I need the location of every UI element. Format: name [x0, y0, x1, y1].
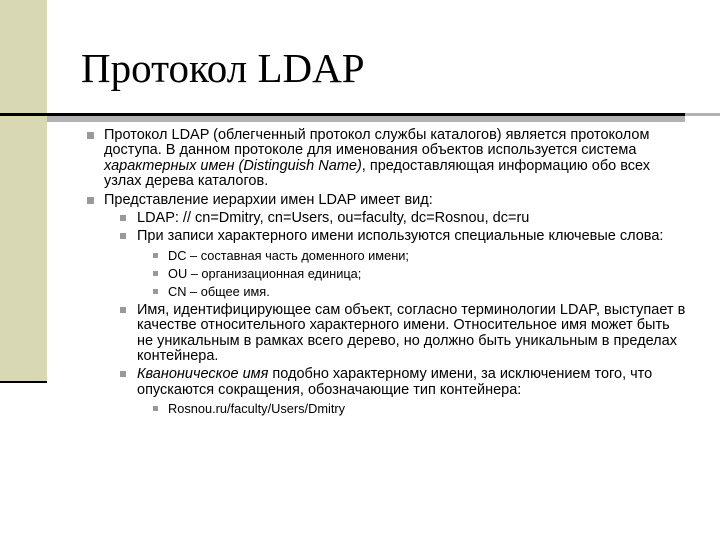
title-rule-shadow [47, 116, 685, 122]
bullet-cn [153, 284, 687, 299]
bullet-text-emphasis: Кваноническое имя [137, 366, 269, 383]
bullet-text: Rosnou.ru/faculty/Users/Dmitry [168, 401, 346, 417]
bullet-ou [153, 266, 687, 281]
side-band-divider [0, 381, 47, 383]
bullet-canonical-example [153, 401, 687, 416]
square-bullet-icon [120, 307, 126, 313]
square-bullet-icon [153, 271, 158, 276]
bullet-text: подобно характерному имени, за исключением того, что опускаются сокращения, обозначающие тип контейнера: [137, 366, 653, 398]
bullet-ldap-example [120, 211, 687, 226]
bullet-text: Протокол LDAP (облегченный протокол службы каталогов) является протоколом доступа. В данном протоколе для именования объектов используется система [104, 127, 650, 159]
square-bullet-icon [120, 371, 126, 377]
bullet-text-tail: , предоставляющая информацию обо всех узлах дерева каталогов. [104, 157, 651, 190]
bullet-text: Имя, идентифицирующее сам объект, согласно терминологии LDAP, выступает в качестве относительного характерного имени. Относительное имя может быть не уникальным в рамках всего дерево, но должно быть уникальным в пределах контейнера. [137, 301, 686, 364]
bullet-text: LDAP: // cn=Dmitry, cn=Users, ou=faculty, dc=Rosnou, dc=ru [137, 210, 530, 227]
bullet-canonical-name [120, 367, 687, 398]
bullet-text: OU – организационная единица; [168, 266, 362, 282]
bullet-text: Представление иерархии имен LDAP имеет вид: [104, 191, 433, 208]
bullet-ldap-definition [87, 128, 687, 190]
bullet-keywords [120, 229, 687, 244]
bullet-hierarchy [87, 193, 687, 208]
side-band-lower [0, 383, 47, 540]
bullet-text: DC – составная часть доменного имени; [168, 247, 409, 263]
square-bullet-icon [120, 233, 126, 239]
bullet-text: CN – общее имя. [168, 284, 270, 300]
square-bullet-icon [153, 253, 158, 258]
title-rule-end [685, 113, 720, 116]
slide-body [87, 128, 687, 416]
bullet-text-emphasis: характерных имен (Distinguish Name) [104, 157, 362, 174]
square-bullet-icon [153, 406, 158, 411]
bullet-relative-name [120, 303, 687, 365]
slide-title: Протокол LDAP [81, 45, 365, 91]
bullet-dc [153, 248, 687, 263]
square-bullet-icon [87, 197, 94, 204]
square-bullet-icon [153, 289, 158, 294]
square-bullet-icon [87, 132, 94, 139]
bullet-text: При записи характерного имени используются специальные ключевые слова: [137, 228, 664, 245]
square-bullet-icon [120, 215, 126, 221]
